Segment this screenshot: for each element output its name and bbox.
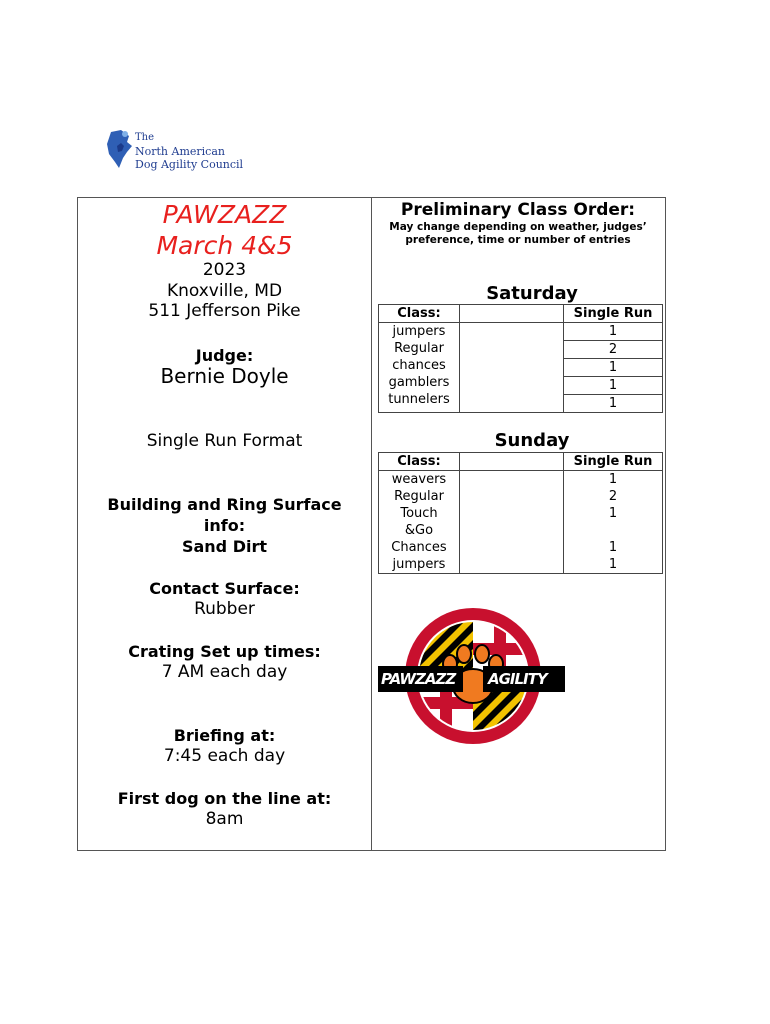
run-count: 2 <box>564 341 662 359</box>
pawzazz-agility-badge <box>378 606 568 746</box>
contact-surface-label: Contact Surface: <box>149 579 300 598</box>
run-count: 1 <box>564 323 662 341</box>
logo-line-1: The <box>135 132 155 143</box>
class-name: weavers <box>391 472 447 487</box>
run-count: 1 <box>608 540 618 555</box>
saturday-heading: Saturday <box>486 283 578 304</box>
class-name: chances <box>392 358 446 373</box>
empty-cell <box>460 453 564 471</box>
event-name: PAWZAZZ <box>162 200 287 229</box>
nadac-logo <box>105 128 245 174</box>
sunday-table <box>378 452 663 574</box>
run-count: 1 <box>564 377 662 395</box>
column-header-runs: Single Run <box>564 305 663 323</box>
logo-line-3: Dog Agility Council <box>135 158 244 171</box>
first-dog-value: 8am <box>205 809 244 829</box>
table-row <box>379 323 663 413</box>
empty-cell <box>460 305 564 323</box>
event-dates: March 4&5 <box>156 231 293 260</box>
contact-surface-value: Rubber <box>194 599 255 619</box>
class-name: tunnelers <box>388 392 450 407</box>
run-count: 1 <box>608 506 618 521</box>
class-cell <box>379 323 460 413</box>
class-name: &Go <box>404 523 434 538</box>
empty-cell <box>460 471 564 574</box>
event-city: Knoxville, MD <box>166 281 283 301</box>
crating-value: 7 AM each day <box>161 662 288 682</box>
run-count <box>564 522 662 539</box>
saturday-table <box>378 304 663 413</box>
class-name: Chances <box>391 540 447 555</box>
briefing-label: Briefing at: <box>173 726 276 745</box>
crating-label: Crating Set up times: <box>128 642 321 661</box>
briefing-value: 7:45 each day <box>163 746 286 766</box>
badge-left-text: PAWZAZZ <box>381 670 456 688</box>
judge-name: Bernie Doyle <box>160 364 289 388</box>
run-count: 2 <box>608 489 618 504</box>
run-count: 1 <box>608 396 618 411</box>
run-count: 1 <box>608 472 618 487</box>
surface-value: Sand Dirt <box>181 537 268 556</box>
logo-line-2: North American <box>135 145 225 158</box>
class-name: jumpers <box>392 557 446 572</box>
class-order-title: Preliminary Class Order: <box>400 200 636 220</box>
sunday-heading: Sunday <box>494 430 570 451</box>
event-year: 2023 <box>202 260 247 280</box>
run-format: Single Run Format <box>146 431 303 451</box>
class-order-subtitle-line-2: preference, time or number of entries <box>405 234 631 246</box>
surface-label-1: Building and Ring Surface <box>107 495 342 514</box>
class-name: jumpers <box>392 324 446 339</box>
runs-cell <box>564 471 663 574</box>
table-header-row <box>379 305 663 323</box>
class-order-subtitle <box>372 221 664 247</box>
class-cell <box>379 471 460 574</box>
column-divider <box>371 197 372 851</box>
judge-label: Judge: <box>195 346 254 365</box>
class-name: Regular <box>394 341 444 356</box>
column-header-class: Class: <box>379 305 460 323</box>
class-name: Touch <box>400 506 438 521</box>
run-count: 1 <box>608 557 618 572</box>
empty-cell <box>460 323 564 413</box>
column-header-runs: Single Run <box>564 453 663 471</box>
table-row <box>379 471 663 574</box>
badge-right-text: AGILITY <box>488 670 547 688</box>
run-count: 1 <box>564 359 662 377</box>
class-name: Regular <box>394 489 444 504</box>
class-name: gamblers <box>388 375 450 390</box>
runs-cell <box>564 323 663 413</box>
surface-label-2: info: <box>203 516 246 535</box>
table-header-row <box>379 453 663 471</box>
first-dog-label: First dog on the line at: <box>117 789 332 808</box>
north-america-map-icon <box>105 128 135 174</box>
column-header-class: Class: <box>379 453 460 471</box>
class-order-subtitle-line-1: May change depending on weather, judges’ <box>389 221 647 233</box>
event-address: 511 Jefferson Pike <box>148 301 301 321</box>
